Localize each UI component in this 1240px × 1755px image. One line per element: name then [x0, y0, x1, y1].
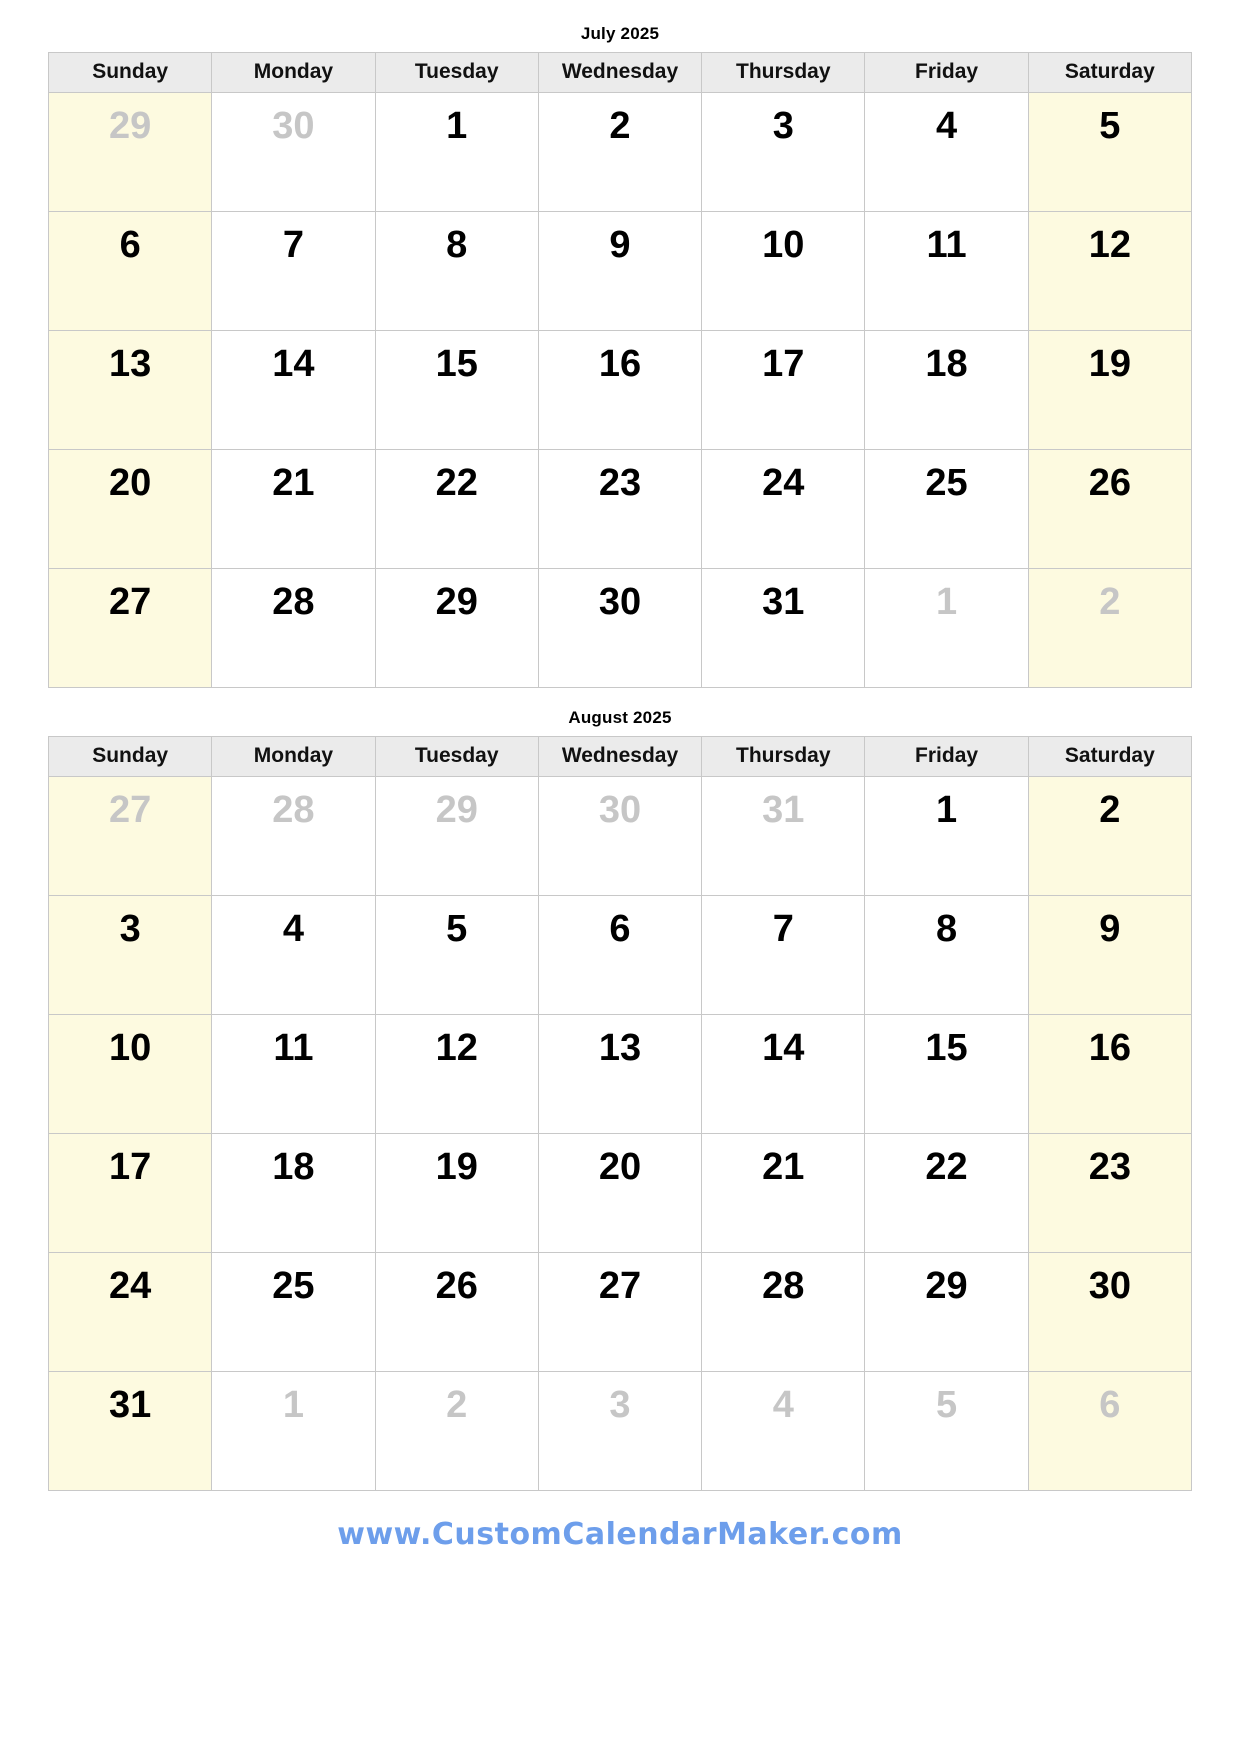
weekday-header-thursday: Thursday: [702, 737, 865, 777]
day-number: 13: [598, 1027, 642, 1069]
day-cell[interactable]: [702, 1134, 865, 1253]
day-cell[interactable]: [1028, 450, 1191, 569]
day-number: 24: [762, 462, 805, 504]
calendar-week-row: [49, 93, 1192, 212]
day-number: 4: [935, 105, 958, 147]
day-number: 21: [272, 462, 315, 504]
day-cell[interactable]: [538, 777, 701, 896]
day-number: 31: [109, 1384, 152, 1426]
day-cell[interactable]: [1028, 1134, 1191, 1253]
day-cell[interactable]: [375, 212, 538, 331]
calendar-week-row: [49, 1015, 1192, 1134]
day-cell[interactable]: [49, 1134, 212, 1253]
calendar-body-july: [49, 93, 1192, 688]
day-number: 15: [925, 1027, 968, 1069]
calendar-week-row: [49, 450, 1192, 569]
weekday-header-tuesday: Tuesday: [375, 53, 538, 93]
weekday-header-saturday: Saturday: [1028, 737, 1191, 777]
day-cell[interactable]: [375, 93, 538, 212]
day-number: 28: [762, 1265, 805, 1307]
day-cell[interactable]: [702, 777, 865, 896]
weekday-header-row: [49, 737, 1192, 777]
day-number: 9: [1099, 908, 1121, 950]
weekday-header-sunday: Sunday: [49, 53, 212, 93]
day-cell[interactable]: [702, 1372, 865, 1491]
day-number: 30: [598, 789, 642, 831]
day-number: 10: [109, 1027, 152, 1069]
calendar-week-row: [49, 569, 1192, 688]
month-title: July 2025: [580, 24, 660, 43]
day-number: 21: [762, 1146, 805, 1188]
day-cell[interactable]: [1028, 569, 1191, 688]
day-number: 7: [282, 224, 304, 266]
weekday-header-monday: Monday: [212, 737, 375, 777]
day-number: 19: [1088, 343, 1131, 385]
day-cell[interactable]: [702, 212, 865, 331]
day-cell[interactable]: [212, 1372, 375, 1491]
day-cell[interactable]: [1028, 212, 1191, 331]
day-number: 8: [446, 224, 468, 266]
day-number: 8: [935, 908, 958, 950]
day-number: 26: [1088, 462, 1131, 504]
day-number: 20: [109, 462, 152, 504]
day-cell[interactable]: [375, 1253, 538, 1372]
day-cell[interactable]: [375, 1134, 538, 1253]
day-cell[interactable]: [702, 896, 865, 1015]
day-number: 29: [109, 105, 152, 147]
day-cell[interactable]: [538, 450, 701, 569]
day-number: 17: [109, 1146, 152, 1188]
day-cell[interactable]: [212, 1134, 375, 1253]
weekday-header-row: [49, 53, 1192, 93]
month-block-august: [48, 702, 1192, 1491]
day-cell[interactable]: [375, 569, 538, 688]
day-cell[interactable]: [865, 896, 1028, 1015]
day-number: 23: [598, 462, 642, 504]
day-number: 29: [925, 1265, 968, 1307]
month-title: August 2025: [568, 708, 672, 727]
day-cell[interactable]: [375, 331, 538, 450]
day-cell[interactable]: [212, 212, 375, 331]
day-cell[interactable]: [538, 212, 701, 331]
day-number: 6: [1099, 1384, 1121, 1426]
day-number: 12: [1088, 224, 1131, 266]
day-number: 13: [109, 343, 152, 385]
day-number: 31: [762, 581, 805, 623]
day-cell[interactable]: [538, 569, 701, 688]
day-number: 30: [272, 105, 315, 147]
day-number: 4: [282, 908, 304, 950]
day-cell[interactable]: [538, 896, 701, 1015]
day-number: 23: [1088, 1146, 1131, 1188]
day-number: 29: [435, 581, 478, 623]
day-cell[interactable]: [49, 569, 212, 688]
day-number: 4: [772, 1384, 794, 1426]
day-number: 6: [119, 224, 141, 266]
calendar-week-row: [49, 212, 1192, 331]
day-number: 2: [609, 105, 631, 147]
day-cell[interactable]: [538, 93, 701, 212]
day-number: 18: [272, 1146, 315, 1188]
day-number: 29: [435, 789, 478, 831]
weekday-header-saturday: Saturday: [1028, 53, 1191, 93]
weekday-header-wednesday: Wednesday: [538, 737, 701, 777]
day-cell[interactable]: [538, 1134, 701, 1253]
day-number: 1: [935, 789, 958, 831]
day-cell[interactable]: [702, 93, 865, 212]
day-number: 12: [435, 1027, 478, 1069]
day-number: 2: [446, 1384, 468, 1426]
calendar-week-row: [49, 777, 1192, 896]
day-number: 16: [1088, 1027, 1131, 1069]
weekday-header-thursday: Thursday: [702, 53, 865, 93]
day-cell[interactable]: [49, 331, 212, 450]
footer-website-link[interactable]: www.CustomCalendarMaker.com: [337, 1517, 903, 1552]
day-cell[interactable]: [49, 450, 212, 569]
calendar-week-row: [49, 331, 1192, 450]
day-cell[interactable]: [375, 450, 538, 569]
day-number: 31: [762, 789, 805, 831]
day-cell[interactable]: [865, 1372, 1028, 1491]
day-cell[interactable]: [375, 1372, 538, 1491]
day-cell[interactable]: [865, 1015, 1028, 1134]
day-cell[interactable]: [1028, 1253, 1191, 1372]
weekday-header-monday: Monday: [212, 53, 375, 93]
day-cell[interactable]: [865, 212, 1028, 331]
calendar-week-row: [49, 1253, 1192, 1372]
calendar-week-row: [49, 1134, 1192, 1253]
day-cell[interactable]: [702, 1015, 865, 1134]
day-number: 25: [272, 1265, 315, 1307]
day-number: 2: [1099, 789, 1121, 831]
day-number: 15: [435, 343, 478, 385]
month-block-july: [48, 18, 1192, 688]
day-number: 17: [762, 343, 805, 385]
day-cell[interactable]: [1028, 1372, 1191, 1491]
day-number: 18: [925, 343, 968, 385]
month-spacer: [48, 688, 1192, 702]
day-number: 24: [109, 1265, 152, 1307]
day-number: 5: [1099, 105, 1121, 147]
day-cell[interactable]: [212, 1253, 375, 1372]
day-number: 3: [119, 908, 141, 950]
day-cell[interactable]: [865, 450, 1028, 569]
day-number: 14: [272, 343, 315, 385]
day-number: 7: [772, 908, 794, 950]
day-number: 28: [272, 581, 315, 623]
weekday-header-sunday: Sunday: [49, 737, 212, 777]
day-cell[interactable]: [49, 1253, 212, 1372]
weekday-header-friday: Friday: [865, 53, 1028, 93]
calendar-week-row: [49, 1372, 1192, 1491]
calendar-body-august: [49, 777, 1192, 1491]
day-cell[interactable]: [49, 212, 212, 331]
day-number: 20: [598, 1146, 642, 1188]
day-cell[interactable]: [702, 1253, 865, 1372]
day-number: 28: [272, 789, 315, 831]
day-cell[interactable]: [212, 331, 375, 450]
calendar-week-row: [49, 896, 1192, 1015]
weekday-header-friday: Friday: [865, 737, 1028, 777]
day-cell[interactable]: [702, 331, 865, 450]
day-number: 1: [282, 1384, 304, 1426]
day-cell[interactable]: [49, 777, 212, 896]
day-cell[interactable]: [702, 450, 865, 569]
day-number: 16: [598, 343, 642, 385]
day-cell[interactable]: [538, 1015, 701, 1134]
day-number: 11: [926, 224, 967, 266]
day-cell[interactable]: [212, 569, 375, 688]
day-number: 5: [446, 908, 468, 950]
day-cell[interactable]: [212, 450, 375, 569]
day-number: 27: [109, 789, 152, 831]
day-cell[interactable]: [702, 569, 865, 688]
day-cell[interactable]: [1028, 896, 1191, 1015]
day-cell[interactable]: [865, 1134, 1028, 1253]
day-number: 1: [935, 581, 958, 623]
day-cell[interactable]: [212, 896, 375, 1015]
day-number: 3: [772, 105, 794, 147]
day-cell[interactable]: [865, 569, 1028, 688]
day-cell[interactable]: [49, 93, 212, 212]
day-number: 27: [109, 581, 152, 623]
day-number: 10: [762, 224, 805, 266]
day-cell[interactable]: [1028, 93, 1191, 212]
weekday-header-tuesday: Tuesday: [375, 737, 538, 777]
calendar-grid-august: [48, 736, 1192, 1491]
day-number: 11: [273, 1027, 314, 1069]
day-number: 1: [446, 105, 468, 147]
day-number: 2: [1099, 581, 1121, 623]
day-cell[interactable]: [538, 331, 701, 450]
weekday-header-wednesday: Wednesday: [538, 53, 701, 93]
day-cell[interactable]: [865, 93, 1028, 212]
day-cell[interactable]: [865, 1253, 1028, 1372]
day-number: 26: [435, 1265, 478, 1307]
day-cell[interactable]: [49, 896, 212, 1015]
day-number: 30: [598, 581, 642, 623]
day-cell[interactable]: [212, 777, 375, 896]
day-cell[interactable]: [1028, 331, 1191, 450]
day-cell[interactable]: [1028, 1015, 1191, 1134]
day-cell[interactable]: [212, 93, 375, 212]
day-cell[interactable]: [865, 777, 1028, 896]
calendar-grid-july: [48, 52, 1192, 688]
day-number: 14: [762, 1027, 805, 1069]
day-number: 6: [609, 908, 631, 950]
day-cell[interactable]: [1028, 777, 1191, 896]
day-cell[interactable]: [212, 1015, 375, 1134]
day-cell[interactable]: [538, 1253, 701, 1372]
day-number: 30: [1088, 1265, 1131, 1307]
day-number: 22: [925, 1146, 968, 1188]
day-cell[interactable]: [49, 1372, 212, 1491]
day-cell[interactable]: [538, 1372, 701, 1491]
day-number: 9: [609, 224, 631, 266]
day-cell[interactable]: [375, 777, 538, 896]
day-number: 25: [925, 462, 968, 504]
day-number: 22: [435, 462, 478, 504]
day-cell[interactable]: [375, 896, 538, 1015]
day-number: 5: [935, 1384, 958, 1426]
day-cell[interactable]: [375, 1015, 538, 1134]
day-number: 3: [609, 1384, 631, 1426]
day-number: 27: [598, 1265, 642, 1307]
day-cell[interactable]: [49, 1015, 212, 1134]
day-number: 19: [435, 1146, 478, 1188]
day-cell[interactable]: [865, 331, 1028, 450]
